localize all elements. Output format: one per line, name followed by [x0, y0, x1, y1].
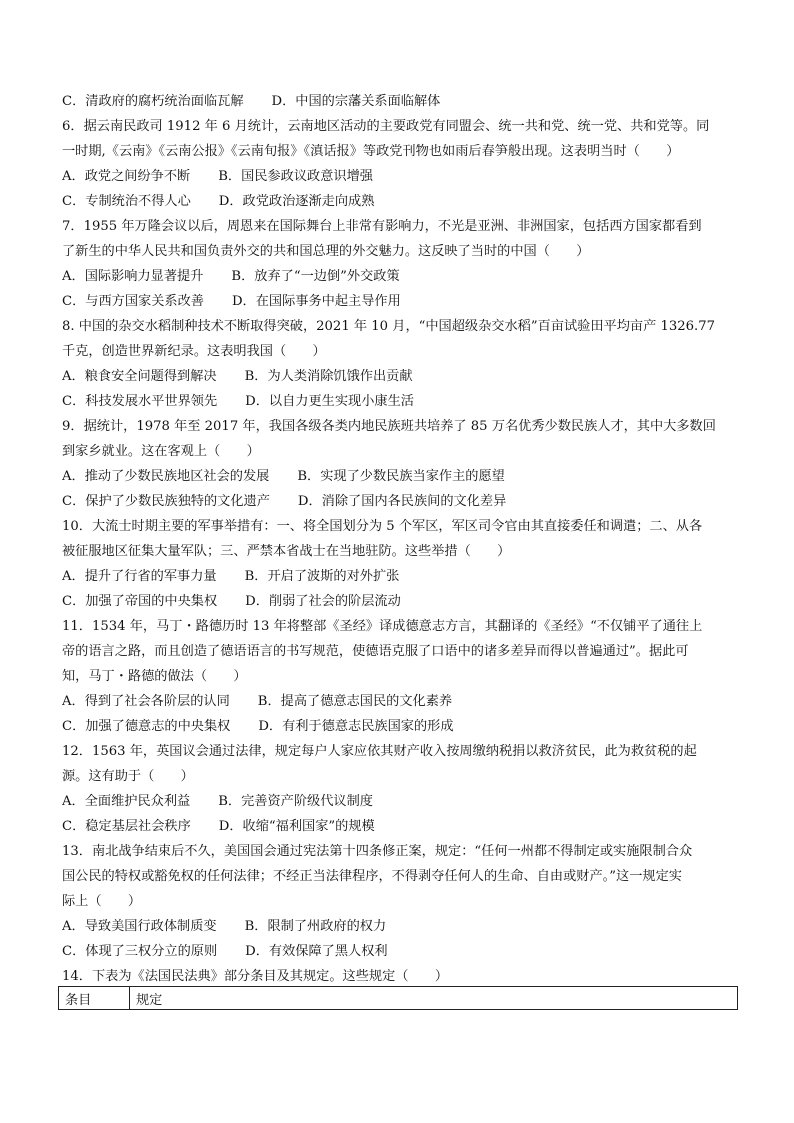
option-line [62, 914, 738, 939]
option: A．全面维护民众利益 [62, 794, 191, 809]
option: C．与西方国家关系改善 [62, 294, 204, 309]
option-line [62, 564, 738, 589]
option: B．限制了州政府的权力 [244, 919, 387, 934]
option: D．在国际事务中起主导作用 [231, 294, 401, 309]
option-line [62, 789, 738, 814]
option-line [62, 264, 738, 289]
option-line [62, 689, 738, 714]
table-header-row [59, 987, 738, 1010]
option: D．有利于德意志民族国家的形成 [258, 719, 454, 734]
stem-line: 千克，创造世界新纪录。这表明我国（ ） [62, 344, 326, 359]
stem-line: 帝的语言之路，而且创造了德语语言的书写规范，使德语克服了口语中的诸多差异而得以普遍通过”。据此可 [62, 644, 689, 659]
option: A．提升了行省的军事力量 [62, 569, 217, 584]
option: A．导致美国行政体制质变 [62, 919, 217, 934]
option-line [62, 714, 738, 739]
option: A．政党之间纷争不断 [62, 169, 191, 184]
option-line [62, 189, 738, 214]
civil-code-table [58, 986, 738, 1010]
option-line [62, 389, 738, 414]
stem-line: 际上（ ） [62, 894, 142, 909]
option: B．放弃了“一边倒”外交政策 [231, 269, 400, 284]
question-text [62, 89, 738, 989]
option: D．有效保障了黑人权利 [245, 944, 388, 959]
stem-line: 13．南北战争结束后不久，美国国会通过宪法第十四条修正案，规定：“任何一州都不得制定或实施限制合众 [62, 844, 693, 859]
option: A．国际影响力显著提升 [62, 269, 204, 284]
option: B．完善资产阶级代议制度 [218, 794, 373, 809]
table-header-item: 条目 [59, 987, 130, 1010]
stem-line: 10．大流士时期主要的军事举措有：一、将全国划分为 5 个军区，军区司令官由其直接委任和调遣；二、从各 [62, 519, 703, 534]
option: D．以自力更生实现小康生活 [245, 394, 414, 409]
option-line [62, 489, 738, 514]
stem-line: 6．据云南民政司 1912 年 6 月统计，云南地区活动的主要政党有同盟会、统一共和党、统一党、共和党等。同 [62, 119, 710, 134]
option-line [62, 464, 738, 489]
option: B．为人类消除饥饿作出贡献 [244, 369, 413, 384]
stem-line: 知，马丁・路德的做法（ ） [62, 669, 247, 684]
option: D．消除了国内各民族间的文化差异 [297, 494, 507, 509]
option: B．实现了少数民族当家作主的愿望 [297, 469, 505, 484]
stem-line: 一时期,《云南》《云南公报》《云南旬报》《滇话报》等政党刊物也如雨后春笋般出现。这表明当时（ ） [62, 144, 680, 159]
stem-line: 到家乡就业。这在客观上（ ） [62, 444, 260, 459]
stem-line: 14．下表为《法国民法典》部分条目及其规定。这些规定（ ） [62, 969, 449, 984]
option: C．加强了德意志的中央集权 [62, 719, 231, 734]
option-line [62, 89, 738, 114]
option: C．体现了三权分立的原则 [62, 944, 218, 959]
option-line [62, 364, 738, 389]
option: C．保护了少数民族独特的文化遗产 [62, 494, 270, 509]
option-line [62, 589, 738, 614]
stem-line: 11．1534 年，马丁・路德历时 13 年将整部《圣经》译成德意志方言，其翻译的《圣经》“不仅铺平了通往上 [62, 619, 703, 634]
option: D．政党政治逐渐走向成熟 [218, 194, 375, 209]
stem-line: 了新生的中华人民共和国负责外交的共和国总理的外交魅力。这反映了当时的中国（ ） [62, 244, 590, 259]
stem-line: 8. 中国的杂交水稻制种技术不断取得突破，2021 年 10 月，“中国超级杂交水稻”百亩试验田平均亩产 1326.77 [62, 319, 716, 334]
stem-line: 源。这有助于（ ） [62, 769, 194, 784]
table-header-rule: 规定 [130, 987, 738, 1010]
option: C．科技发展水平世界领先 [62, 394, 218, 409]
option: B．国民参政议政意识增强 [218, 169, 373, 184]
option: A．得到了社会各阶层的认同 [62, 694, 230, 709]
option: C．稳定基层社会秩序 [62, 819, 191, 834]
option: C．加强了帝国的中央集权 [62, 594, 218, 609]
option: B．提高了德意志国民的文化素养 [257, 694, 453, 709]
stem-line: 9．据统计，1978 年至 2017 年，我国各级各类内地民族班共培养了 85 万名优秀少数民族人才，其中大多数回 [62, 419, 716, 434]
option: A．粮食安全问题得到解决 [62, 369, 217, 384]
stem-line: 7．1955 年万隆会议以后，周恩来在国际舞台上非常有影响力，不光是亚洲、非洲国家，包括西方国家都看到 [62, 219, 702, 234]
stem-line: 12．1563 年，英国议会通过法律，规定每户人家应依其财产收入按周缴纳税捐以救济贫民，此为救贫税的起 [62, 744, 697, 759]
option: C．清政府的腐朽统治面临瓦解 [62, 94, 244, 109]
option-line [62, 814, 738, 839]
option: D．中国的宗藩关系面临解体 [271, 94, 441, 109]
option: D．削弱了社会的阶层流动 [245, 594, 401, 609]
option: A．推动了少数民族地区社会的发展 [62, 469, 270, 484]
stem-line: 国公民的特权或豁免权的任何法律；不经正当法律程序，不得剥夺任何人的生命、自由或财产。”这一规定实 [62, 869, 682, 884]
option: C．专制统治不得人心 [62, 194, 191, 209]
option: D．收缩“福利国家”的规模 [218, 819, 375, 834]
option-line [62, 939, 738, 964]
option: B．开启了波斯的对外扩张 [244, 569, 400, 584]
stem-line: 被征服地区征集大量军队；三、严禁本省战士在当地驻防。这些举措（ ） [62, 544, 511, 559]
option-line [62, 289, 738, 314]
option-line [62, 164, 738, 189]
